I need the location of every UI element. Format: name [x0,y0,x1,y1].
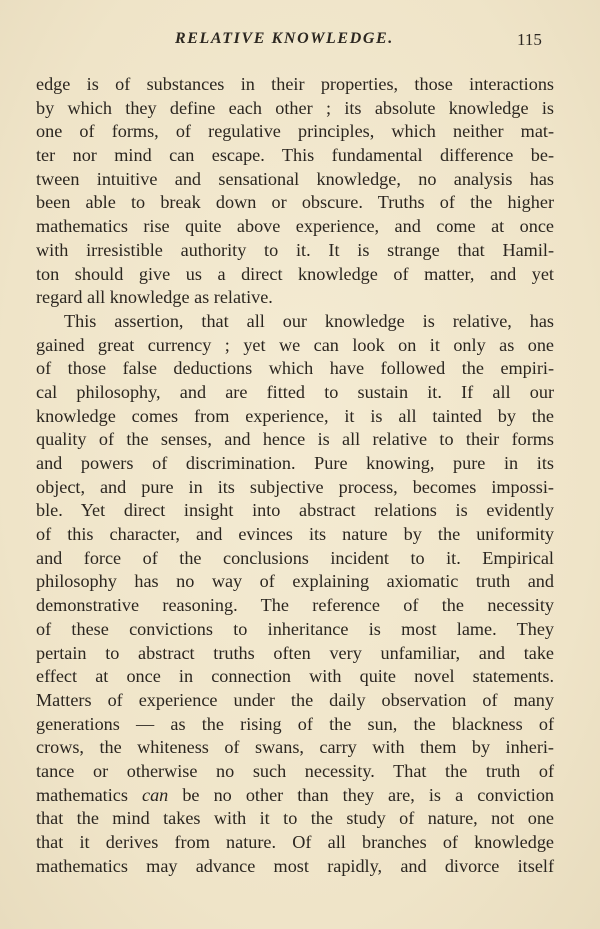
text-line: This assertion, that all our knowledge is relative, has [64,310,554,331]
text-line: regard all knowledge as relative. [36,287,273,308]
text-line: Matters of experience under the daily observation of many [36,689,554,710]
running-title: RELATIVE KNOWLEDGE. [175,30,394,47]
text-line: of this character, and evinces its nature by the uniformity [36,524,554,545]
text-segment: be no other than they are, is a conviction [168,784,555,805]
text-line: that the mind takes with it to the study of nature, not one [36,808,554,829]
text-line-with-emphasis [36,784,554,808]
text-line: by which they define each other ; its absolute knowledge is [36,97,554,118]
text-line: ble. Yet direct insight into abstract relations is evidently [36,500,554,521]
text-line: knowledge comes from experience, it is all tainted by the [36,405,554,426]
text-line: philosophy has no way of explaining axiomatic truth and [36,571,554,592]
text-line: one of forms, of regulative principles, which neither mat- [36,121,554,142]
text-line: ter nor mind can escape. This fundamental difference be- [36,145,554,166]
text-segment: mathematics [36,784,142,805]
text-line: pertain to abstract truths often very unfamiliar, and take [36,642,554,663]
text-line: crows, the whiteness of swans, carry with them by inheri- [36,737,554,758]
text-line: edge is of substances in their properties, those interactions [36,74,554,94]
text-line: with irresistible authority to it. It is strange that Hamil- [36,239,554,260]
text-line: been able to break down or obscure. Truths of the higher [36,192,554,213]
paragraph-2 [36,310,554,879]
text-line: mathematics rise quite above experience, and come at once [36,216,554,237]
text-line: that it derives from nature. Of all branches of knowledge [36,832,554,852]
text-line: demonstrative reasoning. The reference of the necessity [36,595,554,616]
text-line: ton should give us a direct knowledge of matter, and yet [36,263,554,284]
text-line: object, and pure in its subjective process, becomes impossi- [36,476,554,497]
text-line: tance or otherwise no such necessity. That the truth of [36,760,554,781]
body-text [36,73,554,878]
paragraph-1 [36,73,554,310]
page-number: 115 [517,30,542,49]
emphasized-word: can [142,784,169,805]
text-line: tween intuitive and sensational knowledge, no analysis has [36,168,554,189]
text-line: effect at once in connection with quite novel statements. [36,666,554,687]
text-line: cal philosophy, and are fitted to sustain it. If all our [36,381,554,402]
text-line: gained great currency ; yet we can look on it only as one [36,334,554,355]
text-line: generations — as the rising of the sun, the blackness of [36,713,554,734]
text-line: mathematics may advance most rapidly, and divorce itself [36,855,554,876]
text-line: and force of the conclusions incident to it. Empirical [36,547,554,568]
text-line: and powers of discrimination. Pure knowing, pure in its [36,453,554,473]
text-line: of these convictions to inheritance is most lame. They [36,618,554,639]
text-line: of those false deductions which have followed the empiri- [36,358,554,379]
text-line: quality of the senses, and hence is all relative to their forms [36,429,554,450]
